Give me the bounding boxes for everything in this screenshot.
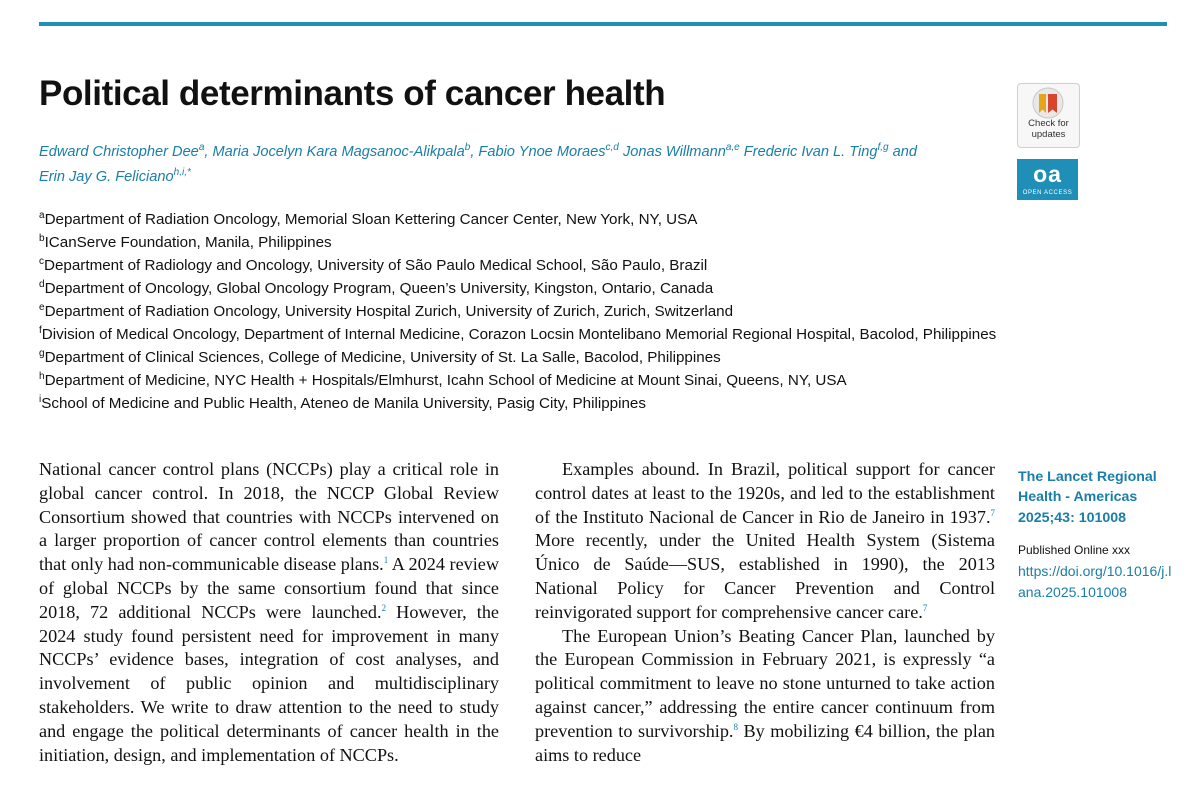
affiliation-marker: g [39, 347, 45, 359]
affiliation-text: Department of Medicine, NYC Health + Hospitals/Elmhurst, Icahn School of Medicine at Mount Sinai, Queens, NY, USA [44, 372, 847, 389]
affiliation-item [39, 231, 999, 254]
affiliation-marker: e [39, 301, 45, 313]
author-affiliation-marker: c,d [605, 142, 619, 154]
bookmark-icon [1028, 86, 1068, 120]
citation-marker: 7 [922, 602, 928, 613]
author-separator: , [470, 144, 479, 160]
body-text: The European Union’s Beating Cancer Plan, launched by the European Commission in February 2021, is expressly “a political commitment to leave no stone unturned to take action against cancer,” addressing the entire cancer continuum from prevention to survivorship. [535, 625, 995, 741]
author-name: Jonas Willmann [622, 144, 726, 160]
affiliation-text: Department of Radiation Oncology, Memorial Sloan Kettering Cancer Center, New York, NY, USA [44, 211, 698, 228]
body-paragraph [535, 458, 995, 625]
body-column-right [535, 458, 995, 767]
oa-logo: oa [1033, 161, 1062, 187]
check-for-updates-badge[interactable] [1017, 83, 1080, 148]
body-paragraph [535, 625, 995, 768]
affiliation-marker: b [39, 232, 45, 244]
affiliation-item [39, 277, 999, 300]
journal-citation: The Lancet Regional Health - Americas 2025;43: 101008 [1018, 469, 1157, 526]
author-name: Edward Christopher Dee [39, 144, 199, 160]
doi-link[interactable]: https://doi.org/10.1016/j.lana.2025.101008 [1018, 562, 1172, 600]
author-affiliation-marker: h,i,* [173, 167, 191, 179]
author-name: Maria Jocelyn Kara Magsanoc-Alikpala [212, 144, 465, 160]
body-paragraph [39, 458, 499, 767]
affiliation-item [39, 392, 999, 415]
check-for-updates-label: Check for updates [1028, 118, 1069, 140]
affiliation-item [39, 208, 999, 231]
body-column-left [39, 458, 499, 767]
open-access-label: OPEN ACCESS [1022, 190, 1073, 196]
affiliation-marker: i [39, 393, 42, 405]
published-online: Published Online xxx [1018, 542, 1131, 557]
body-text: By mobilizing €4 billion, the plan aims to reduce [535, 720, 995, 765]
body-text: A 2024 review of global NCCPs by the same consortium found that since 2018, 72 additional NCCPs were launched. [39, 554, 499, 622]
author-affiliation-marker: a [198, 142, 205, 154]
citation-marker: 7 [990, 507, 995, 518]
affiliation-text: Department of Clinical Sciences, College of Medicine, University of St. La Salle, Bacolod, Philippines [44, 349, 721, 366]
affiliation-marker: h [39, 370, 45, 382]
affiliation-marker: a [39, 209, 45, 221]
author-separator: , [204, 144, 213, 160]
affiliation-marker: f [39, 324, 42, 336]
journal-sidebar [1018, 467, 1178, 603]
author-affiliation-marker: b [464, 142, 471, 154]
affiliation-text: ICanServe Foundation, Manila, Philippines [44, 234, 332, 251]
affiliation-text: Division of Medical Oncology, Department of Internal Medicine, Corazon Locsin Montelibano Memorial Regional Hospital, Bacolod, Philippines [41, 326, 997, 343]
affiliation-text: Department of Oncology, Global Oncology Program, Queen’s University, Kingston, Ontario, Canada [44, 280, 714, 297]
affiliation-item [39, 323, 999, 346]
author-affiliation-marker: a,e [725, 142, 740, 154]
top-accent-bar [39, 22, 1167, 26]
affiliation-item [39, 369, 999, 392]
affiliation-item [39, 346, 999, 369]
author-affiliation-marker: f,g [877, 142, 889, 154]
body-text: However, the 2024 study found persistent need for improvement in many NCCPs’ evidence bases, integration of cost analyses, and involvement of public opinion and multidisciplinary stakeholders. We write to draw attention to the need to study and engage the political determinants of cancer health in the initiation, design, and implementation of NCCPs. [39, 601, 499, 765]
open-access-badge[interactable] [1017, 159, 1078, 200]
author-separator: and [888, 144, 918, 160]
affiliation-text: School of Medicine and Public Health, Ateneo de Manila University, Pasig City, Philippines [41, 395, 646, 412]
affiliation-marker: d [39, 278, 45, 290]
citation-marker: 2 [381, 602, 387, 613]
affiliation-list [39, 208, 999, 415]
affiliation-text: Department of Radiation Oncology, University Hospital Zurich, University of Zurich, Zurich, Switzerland [44, 303, 734, 320]
article-title: Political determinants of cancer health [39, 74, 666, 113]
affiliation-text: Department of Radiology and Oncology, University of São Paulo Medical School, São Paulo, Brazil [44, 257, 708, 274]
citation-marker: 1 [383, 555, 389, 566]
author-name: Erin Jay G. Feliciano [39, 169, 174, 185]
affiliation-marker: c [39, 255, 44, 267]
body-text: More recently, under the United Health System (Sistema Único de Saúde—SUS, established in 1990), the 2013 National Policy for Cancer Prevention and Control reinvigorated support for comprehensive cancer care. [535, 530, 995, 622]
body-text: Examples abound. In Brazil, political support for cancer control dates at least to the 1920s, and led to the establishment of the Instituto Nacional de Cancer in Rio de Janeiro in 1937. [535, 459, 995, 527]
affiliation-item [39, 300, 999, 323]
author-name: Frederic Ivan L. Ting [743, 144, 878, 160]
affiliation-item [39, 254, 999, 277]
citation-marker: 8 [733, 721, 738, 732]
author-name: Fabio Ynoe Moraes [478, 144, 606, 160]
body-text: National cancer control plans (NCCPs) play a critical role in global cancer control. In 2018, the NCCP Global Review Consortium showed that countries with NCCPs intervened on a larger proportion of cancer control elements than countries that only had non-communicable disease plans. [39, 459, 499, 575]
author-list [39, 140, 999, 190]
